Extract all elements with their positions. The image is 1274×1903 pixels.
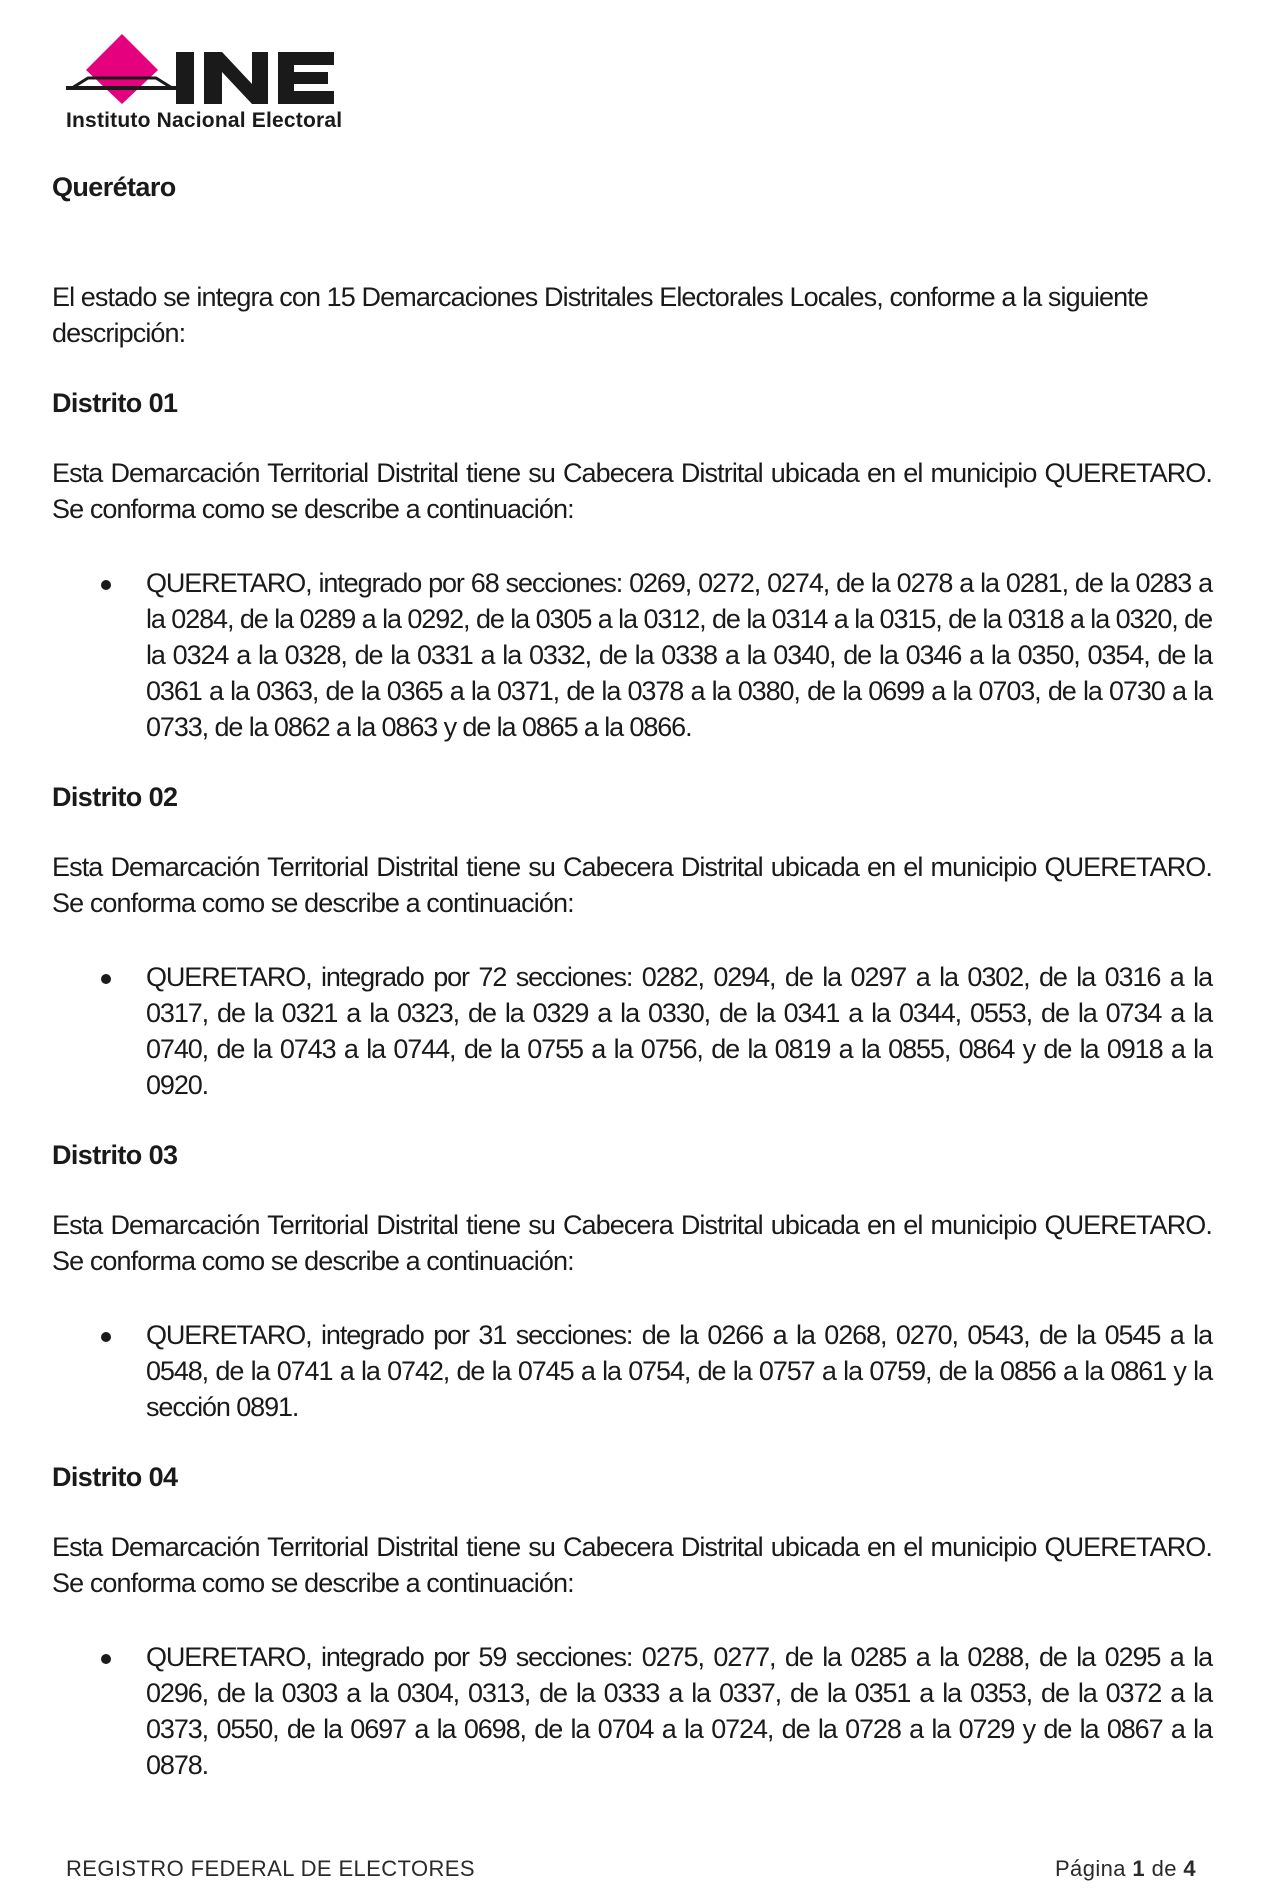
district-section: [52, 1459, 1212, 1783]
ine-logo-mark-icon: [66, 32, 386, 104]
state-title: Querétaro: [52, 172, 176, 202]
district-description: Esta Demarcación Territorial Distrital tiene su Cabecera Distrital ubicada en el municipio QUERETARO. Se conforma como se describe a continuación:: [52, 1210, 1212, 1276]
municipality-sections: QUERETARO, integrado por 72 secciones: 0282, 0294, de la 0297 a la 0302, de la 0316 a la 0317, de la 0321 a la 0323, de la 0329 a la 0330, de la 0341 a la 0344, 0553, de la 0734 a la 0740, de la 0743 a la 0744, de la 0755 a la 0756, de la 0819 a la 0855, 0864 y de la 0918 a la 0920.: [146, 962, 1212, 1100]
of-word: de: [1151, 1856, 1177, 1881]
ine-logo: [66, 32, 386, 132]
list-item: [52, 959, 1212, 1103]
footer-registry: REGISTRO FEDERAL DE ELECTORES: [66, 1856, 475, 1881]
logo-text: Instituto Nacional Electoral: [66, 109, 343, 132]
district-title: Distrito 01: [52, 388, 178, 418]
list-item: [52, 1317, 1212, 1425]
municipality-list: [52, 1639, 1212, 1783]
municipality-list: [52, 1317, 1212, 1425]
district-description: Esta Demarcación Territorial Distrital tiene su Cabecera Distrital ubicada en el municipio QUERETARO. Se conforma como se describe a continuación:: [52, 852, 1212, 918]
district-section: [52, 385, 1212, 745]
bullet-icon: [101, 1332, 111, 1342]
bullet-icon: [101, 1654, 111, 1664]
district-section: [52, 1137, 1212, 1425]
total-pages: 4: [1183, 1856, 1196, 1881]
district-description: Esta Demarcación Territorial Distrital tiene su Cabecera Distrital ubicada en el municipio QUERETARO. Se conforma como se describe a continuación:: [52, 458, 1212, 524]
intro-paragraph: El estado se integra con 15 Demarcaciones Distritales Electorales Locales, conforme a la siguiente descripción:: [52, 282, 1148, 348]
list-item: [52, 1639, 1212, 1783]
district-title: Distrito 03: [52, 1140, 178, 1170]
page-word: Página: [1054, 1856, 1126, 1881]
bullet-icon: [101, 974, 111, 984]
current-page: 1: [1132, 1856, 1146, 1881]
municipality-list: [52, 959, 1212, 1103]
municipality-list: [52, 565, 1212, 745]
district-section: [52, 779, 1212, 1103]
municipality-sections: QUERETARO, integrado por 68 secciones: 0269, 0272, 0274, de la 0278 a la 0281, de la 0283 a la 0284, de la 0289 a la 0292, de la 0305 a la 0312, de la 0314 a la 0315, de la 0318 a la 0320, de la 0324 a la 0328, de la 0331 a la 0332, de la 0338 a la 0340, de la 0346 a la 0350, 0354, de la 0361 a la 0363, de la 0365 a la 0371, de la 0378 a la 0380, de la 0699 a la 0703, de la 0730 a la 0733, de la 0862 a la 0863 y de la 0865 a la 0866.: [146, 568, 1212, 742]
bullet-icon: [101, 580, 111, 590]
page-number: [1055, 1856, 1196, 1882]
district-title: Distrito 04: [52, 1462, 178, 1492]
municipality-sections: QUERETARO, integrado por 31 secciones: de la 0266 a la 0268, 0270, 0543, de la 0545 a la 0548, de la 0741 a la 0742, de la 0745 a la 0754, de la 0757 a la 0759, de la 0856 a la 0861 y la sección 0891.: [146, 1320, 1212, 1422]
district-description: Esta Demarcación Territorial Distrital tiene su Cabecera Distrital ubicada en el municipio QUERETARO. Se conforma como se describe a continuación:: [52, 1532, 1212, 1598]
list-item: [52, 565, 1212, 745]
document-body: [52, 172, 1212, 1783]
district-title: Distrito 02: [52, 782, 178, 812]
municipality-sections: QUERETARO, integrado por 59 secciones: 0275, 0277, de la 0285 a la 0288, de la 0295 a la 0296, de la 0303 a la 0304, 0313, de la 0333 a la 0337, de la 0351 a la 0353, de la 0372 a la 0373, 0550, de la 0697 a la 0698, de la 0704 a la 0724, de la 0728 a la 0729 y de la 0867 a la 0878.: [146, 1642, 1212, 1780]
